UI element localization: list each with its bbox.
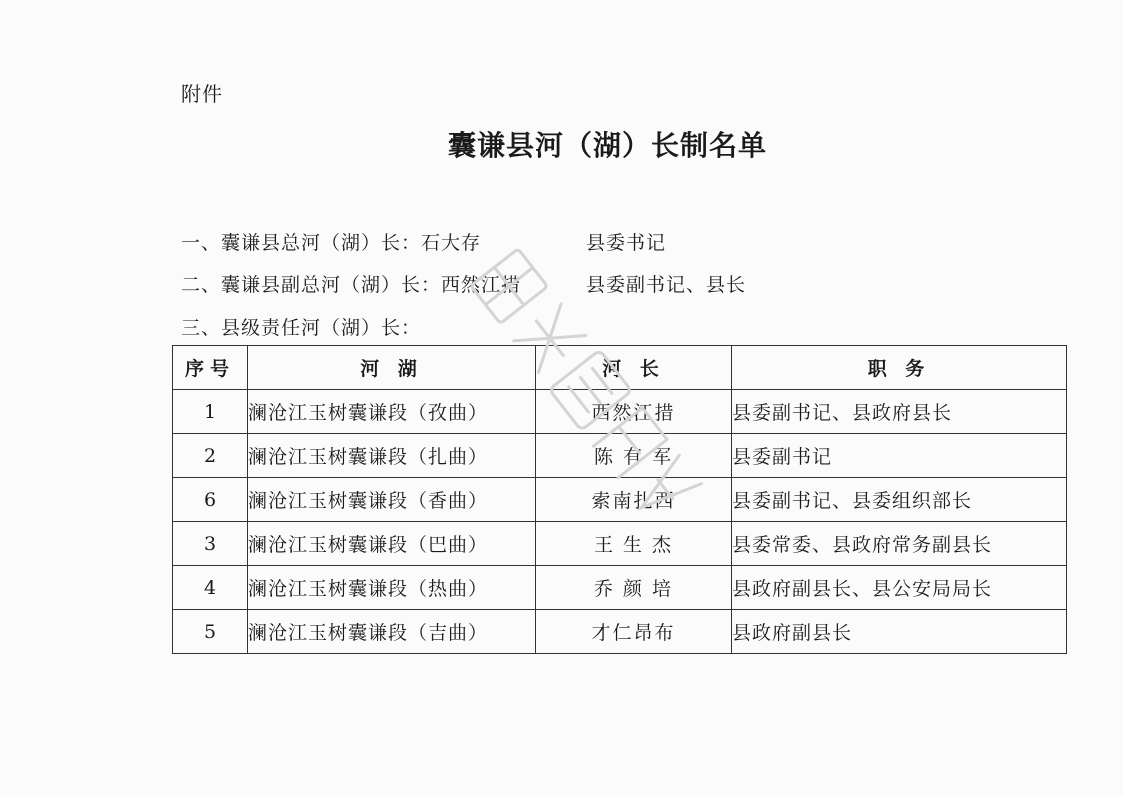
- item-chief-river-leader: [181, 228, 667, 255]
- cell-duty: 县委副书记: [732, 434, 1067, 478]
- cell-no: 3: [173, 522, 248, 566]
- cell-chief: 索南扎西: [536, 478, 732, 522]
- cell-chief: 陈 有 军: [536, 434, 732, 478]
- item-label: 一、囊谦县总河（湖）长：石大存: [181, 232, 482, 254]
- header-no: 序号: [173, 346, 248, 390]
- cell-river: 澜沧江玉树囊谦段（吉曲）: [248, 610, 536, 654]
- cell-chief: 西然江措: [536, 390, 732, 434]
- document-title: 囊谦县河（湖）长制名单: [447, 129, 767, 162]
- cell-duty: 县委常委、县政府常务副县长: [732, 522, 1067, 566]
- header-river: 河 湖: [248, 346, 536, 390]
- item-deputy-chief-river-leader: [181, 270, 747, 297]
- table-row: [173, 478, 1067, 522]
- cell-river: 澜沧江玉树囊谦段（扎曲）: [248, 434, 536, 478]
- cell-river: 澜沧江玉树囊谦段（巴曲）: [248, 522, 536, 566]
- item-label: 二、囊谦县副总河（湖）长：西然江措: [181, 274, 522, 296]
- cell-duty: 县政府副县长、县公安局局长: [732, 566, 1067, 610]
- table-row: [173, 610, 1067, 654]
- river-chief-table: [172, 345, 1067, 654]
- cell-river: 澜沧江玉树囊谦段（热曲）: [248, 566, 536, 610]
- item-position: 县委书记: [586, 232, 667, 254]
- header-duty: 职 务: [732, 346, 1067, 390]
- cell-duty: 县委副书记、县委组织部长: [732, 478, 1067, 522]
- cell-river: 澜沧江玉树囊谦段（香曲）: [248, 478, 536, 522]
- table-row: [173, 566, 1067, 610]
- cell-no: 1: [173, 390, 248, 434]
- item-label: 三、县级责任河（湖）长：: [181, 317, 422, 339]
- item-county-river-leaders: [181, 313, 421, 340]
- cell-no: 5: [173, 610, 248, 654]
- item-position: 县委副书记、县长: [586, 274, 747, 296]
- cell-duty: 县委副书记、县政府县长: [732, 390, 1067, 434]
- cell-no: 6: [173, 478, 248, 522]
- cell-chief: 才仁昂布: [536, 610, 732, 654]
- attachment-label: 附件: [181, 82, 223, 106]
- table-header-row: [173, 346, 1067, 390]
- cell-river: 澜沧江玉树囊谦段（孜曲）: [248, 390, 536, 434]
- header-chief: 河 长: [536, 346, 732, 390]
- table-row: [173, 434, 1067, 478]
- cell-no: 2: [173, 434, 248, 478]
- cell-chief: 乔 颜 培: [536, 566, 732, 610]
- cell-duty: 县政府副县长: [732, 610, 1067, 654]
- table-row: [173, 522, 1067, 566]
- table-row: [173, 390, 1067, 434]
- cell-no: 4: [173, 566, 248, 610]
- cell-chief: 王 生 杰: [536, 522, 732, 566]
